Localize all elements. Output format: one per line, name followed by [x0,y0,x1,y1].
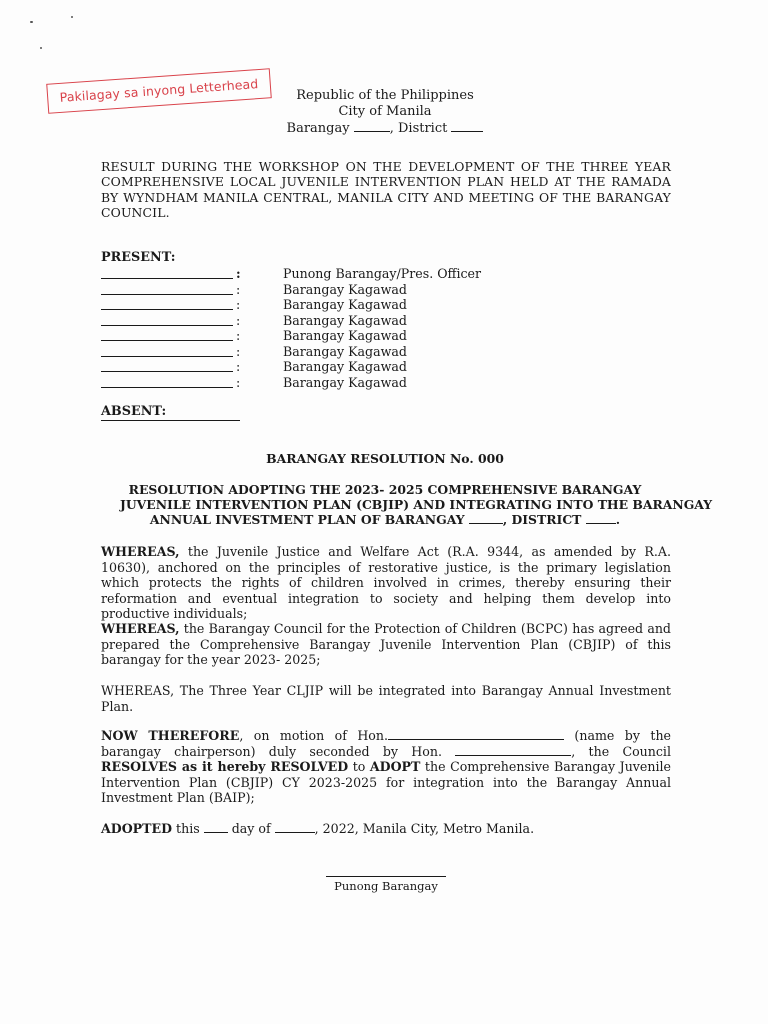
present-colon: : [236,281,241,297]
header-barangay-line [200,120,570,137]
res-barangay-blank [469,512,503,524]
present-colon: : [236,328,241,343]
present-colon: : [236,359,241,374]
present-colon: : [236,266,241,281]
present-role: Barangay Kagawad [283,374,407,390]
whereas-paragraph-2 [101,621,671,668]
workshop-intro: RESULT DURING THE WORKSHOP ON THE DEVELOPMENT OF THE THREE YEAR COMPREHENSIVE LOCAL JUVENILE INTERVENTION PLAN HELD AT THE RAMADA BY WYNDHAM MANILA CENTRAL, MANILA CITY AND MEETING OF THE BARANGAY COUNCIL. [101,159,671,220]
scan-speck [40,47,42,49]
now-therefore-text-1: , on motion of Hon. [239,728,388,743]
present-signature-line [101,294,233,295]
adopted-text-3: , 2022, Manila City, Metro Manila. [314,821,535,836]
barangay-label: Barangay [286,121,350,136]
present-colon: : [236,343,241,359]
resolution-number: BARANGAY RESOLUTION No. 000 [266,451,504,466]
present-role: Barangay Kagawad [283,281,407,297]
whereas-2-text: the Barangay Council for the Protection of Children (BCPC) has agreed and prepared the Comprehensive Barangay Juvenile Intervention Plan (CBJIP) of this barangay for the year 2023- 2025; [101,621,671,668]
present-signature-line [101,387,233,388]
whereas-2-lead: WHEREAS, [101,621,180,636]
adopt-bold: ADOPT [369,759,421,775]
scan-speck [30,21,33,23]
motion-hon-blank [388,728,564,740]
signature-line [326,876,446,877]
present-role: Barangay Kagawad [283,297,407,312]
adopted-text-1: this [172,821,204,836]
present-colon: : [236,297,241,312]
absent-label: ABSENT: [101,404,167,419]
district-blank [451,120,483,132]
adopted-text-2: day of [227,821,275,836]
adopted-day-blank [204,821,228,833]
resolution-title-line1: RESOLUTION ADOPTING THE 2023- 2025 COMPREHENSIVE BARANGAY [128,482,642,497]
header-republic: Republic of the Philippines [296,88,474,103]
header-city: City of Manila [338,104,432,119]
present-role: Barangay Kagawad [283,359,407,374]
resolves-bold: RESOLVES as it hereby RESOLVED [101,759,349,775]
res-title-line3-c: . [615,512,621,527]
absent-signature-line [101,420,240,421]
adopted-month-blank [275,821,315,833]
present-role: Barangay Kagawad [283,312,407,328]
res-district-blank [586,512,616,524]
now-therefore-text-4: to [348,759,370,775]
present-signature-line [101,325,233,326]
present-role: Barangay Kagawad [283,343,407,359]
seconded-hon-blank [455,744,571,756]
whereas-1-lead: WHEREAS, [101,544,180,559]
now-therefore-text-5: the Comprehensive Barangay Juvenile Intervention Plan (CBJIP) CY 2023-2025 for integration into the Barangay Annual Investment Plan (BAIP); [101,759,671,806]
res-title-line3-b: , DISTRICT [502,512,582,527]
present-role: Punong Barangay/Pres. Officer [283,266,482,281]
present-colon: : [236,374,241,390]
barangay-blank [354,120,390,132]
now-therefore-lead: NOW THEREFORE [101,728,240,743]
present-label: PRESENT: [101,250,176,265]
adopted-paragraph [101,821,671,837]
adopted-lead: ADOPTED [101,821,173,836]
present-signature-line [101,340,233,341]
now-therefore-paragraph [101,728,671,806]
whereas-1-text: the Juvenile Justice and Welfare Act (R.A. 9344, as amended by R.A. 10630), anchored on the principles of restorative justice, is the primary legislation which protects the rights of children involved in crimes, thereby ensuring their reformation and eventual integration to society and helping them develop into productive individuals; [101,544,671,622]
whereas-paragraph-3: WHEREAS, The Three Year CLJIP will be integrated into Barangay Annual Investment Plan. [101,683,671,714]
present-signature-line [101,278,233,279]
present-signature-line [101,309,233,310]
resolution-title-line3 [120,512,650,528]
letterhead-stamp: Pakilagay sa inyong Letterhead [46,68,272,114]
present-signature-line [101,371,233,372]
whereas-paragraph-1 [101,544,671,622]
resolution-title-line2: JUVENILE INTERVENTION PLAN (CBJIP) AND INTEGRATING INTO THE BARANGAY [120,497,713,512]
now-therefore-text-3: , the Council [571,743,671,759]
res-title-line3-a: ANNUAL INVESTMENT PLAN OF BARANGAY [149,512,465,527]
present-signature-line [101,356,233,357]
now-therefore-text-2: (name by the barangay chairperson) duly seconded by Hon. [101,728,672,759]
signatory-title: Punong Barangay [334,879,438,893]
present-role: Barangay Kagawad [283,328,407,343]
scan-speck [71,16,73,18]
district-label: , District [389,121,448,136]
present-colon: : [236,312,241,328]
